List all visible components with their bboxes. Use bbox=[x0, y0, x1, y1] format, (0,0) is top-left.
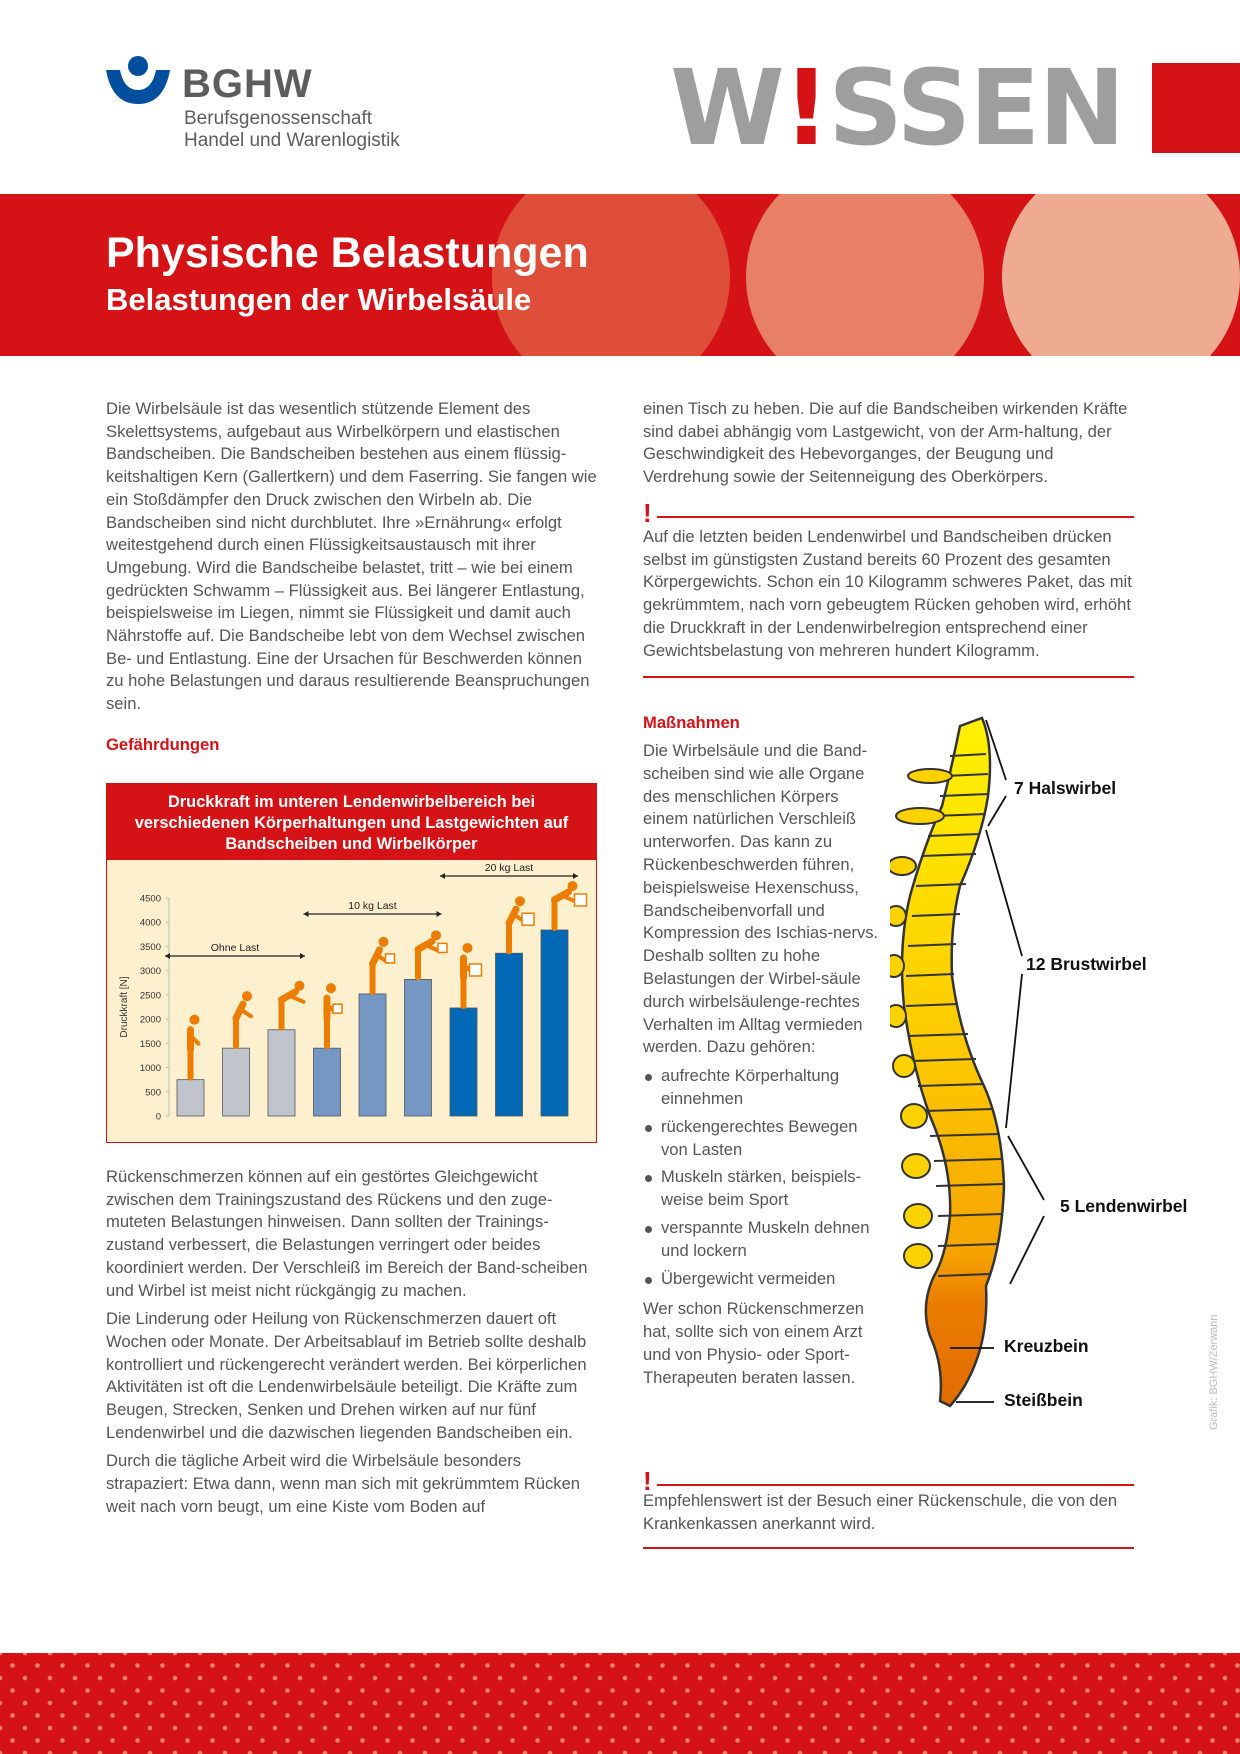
callout-top-rule bbox=[657, 1484, 1134, 1486]
massnahmen-list bbox=[643, 1065, 883, 1290]
y-tick-label: 1500 bbox=[139, 1038, 161, 1050]
logo-subtitle bbox=[184, 108, 400, 152]
logo-name: BGHW bbox=[182, 62, 313, 106]
bar bbox=[496, 953, 523, 1116]
figure-icon bbox=[373, 937, 395, 992]
bar bbox=[359, 994, 386, 1116]
wissen-exclamation: ! bbox=[782, 47, 829, 169]
paragraph-linderung: Die Linderung oder Heilung von Rückenschmerzen dauert oft Wochen oder Monate. Der Arbeitsablauf im Betrieb sollte deshalb kontrolliert und rückengerecht verändert werden. Bei körperlichen Aktivitäten ist oft die Lendenwirbelsäule beteiligt. Die Kräfte zum Beugen, Strecken, Senken und Drehen wirken auf nur fünf Lendenwirbel und die dazwischen liegenden Bandscheiben ein. bbox=[106, 1309, 587, 1442]
logo-subtitle-line2: Handel und Warenlogistik bbox=[184, 130, 400, 151]
y-tick-label: 500 bbox=[145, 1087, 161, 1099]
y-tick-label: 4500 bbox=[139, 893, 161, 905]
arrow-head-right-icon bbox=[437, 911, 442, 917]
y-axis-label: Druckkraft [N] bbox=[119, 976, 130, 1038]
callout-text: Empfehlenswert ist der Besuch einer Rückenschule, die von den Krankenkassen anerkannt wird. bbox=[643, 1491, 1118, 1533]
wissen-ssen: SSEN bbox=[828, 47, 1124, 169]
figure-icon bbox=[509, 896, 534, 951]
figure-icon bbox=[555, 881, 587, 928]
page-subtitle: Belastungen der Wirbelsäule bbox=[106, 282, 532, 317]
spine-illustration bbox=[890, 716, 1220, 1428]
callout-warning-1 bbox=[643, 500, 1134, 680]
logo-subtitle-line1: Berufsgenossenschaft bbox=[184, 108, 373, 129]
page-title: Physische Belastungen bbox=[106, 229, 589, 277]
list-item-text: Muskeln stärken, beispiels-weise beim Sport bbox=[661, 1167, 862, 1210]
label-steissbein: Steißbein bbox=[1004, 1390, 1083, 1410]
list-item bbox=[643, 1268, 883, 1291]
label-halswirbel: 7 Halswirbel bbox=[1014, 778, 1117, 798]
left-column bbox=[106, 398, 602, 756]
bghw-logo-mark-icon bbox=[104, 56, 172, 106]
image-credit: Grafik: BGHW/Zerwann bbox=[1208, 1314, 1220, 1430]
chart-title: Druckkraft im unteren Lendenwirbelbereich bei verschiedenen Körperhaltungen und Lastgewichten auf Bandscheiben und Wirbelkörper bbox=[107, 784, 596, 860]
arrow-head-right-icon bbox=[300, 953, 305, 959]
list-item-text: Übergewicht vermeiden bbox=[661, 1268, 836, 1288]
y-tick-label: 3000 bbox=[139, 966, 161, 978]
exclamation-icon: ! bbox=[643, 1466, 652, 1496]
bullet-icon bbox=[645, 1277, 652, 1284]
group-label: Ohne Last bbox=[210, 942, 260, 954]
exclamation-icon: ! bbox=[643, 498, 652, 528]
callout-bottom-rule bbox=[643, 676, 1134, 678]
chart-svg bbox=[107, 860, 596, 1142]
figure-icon bbox=[190, 1015, 200, 1078]
bullet-icon bbox=[645, 1175, 652, 1182]
massnahmen-outro: Wer schon Rückenschmerzen hat, sollte sich von einem Arzt und von Physio- oder Sport-Therapeuten beraten lassen. bbox=[643, 1299, 865, 1387]
list-item bbox=[643, 1166, 883, 1212]
bar bbox=[314, 1048, 341, 1116]
figure-icon bbox=[236, 991, 252, 1046]
callout-bottom-rule bbox=[643, 1547, 1134, 1549]
arrow-head-left-icon bbox=[440, 873, 445, 879]
paragraph-rueckenschmerzen: Rückenschmerzen können auf ein gestörtes Gleichgewicht zwischen dem Trainingszustand des Rückens und den zuge-muteten Belastungen hinweisen. Dann sollten der Trainings-zustand verbessert, die Belastungen verringert oder beides koordiniert werden. Der Verschleiß im Bereich der Band-scheiben und Wirbel ist meist nicht rückgängig zu machen. bbox=[106, 1167, 588, 1300]
figure-icon bbox=[282, 981, 305, 1028]
y-tick-label: 2000 bbox=[139, 1014, 161, 1026]
y-tick-label: 1000 bbox=[139, 1063, 161, 1075]
chart-druckkraft bbox=[106, 783, 597, 1143]
arrow-head-left-icon bbox=[165, 953, 170, 959]
bullet-icon bbox=[645, 1125, 652, 1132]
massnahmen-intro: Die Wirbelsäule und die Band-scheiben sind wie alle Organe des menschlichen Körpers einem natürlichen Verschleiß unterworfen. Das kann zu Rückenbeschwerden führen, beispielsweise Hexenschuss, Bandscheibenvorfall und Kompression des Ischias-nervs. Deshalb sollten zu hohe Belastungen der Wirbel-säule durch wirbelsäulenge-rechtes Verhalten im Alltag vermieden werden. Dazu gehören: bbox=[643, 741, 879, 1057]
paragraph-tisch: einen Tisch zu heben. Die auf die Bandscheiben wirkenden Kräfte sind dabei abhängig vom Lastgewicht, von der Arm-haltung, der Geschwindigkeit des Hebevorganges, der Beugung und Verdrehung sowie der Seitenneigung des Oberkörpers. bbox=[643, 399, 1128, 487]
callout-text: Auf die letzten beiden Lendenwirbel und Bandscheiben drücken selbst im günstigsten Zustand bereits 60 Prozent des gesamten Körpergewichts. Schon ein 10 Kilogramm schweres Paket, das mit gekrümmtem, nach vorn gebeugtem Rücken gehoben wird, erhöht die Druckkraft in der Lendenwirbelregion entsprechend einer Gewichtsbelastung von mehreren hundert Kilogramm. bbox=[643, 527, 1132, 660]
figure-icon bbox=[418, 930, 447, 977]
bar bbox=[405, 979, 432, 1116]
wissen-logo bbox=[670, 47, 1124, 169]
y-tick-label: 0 bbox=[155, 1111, 161, 1123]
arrow-head-left-icon bbox=[304, 911, 309, 917]
title-banner bbox=[0, 194, 1240, 356]
bullet-icon bbox=[645, 1226, 652, 1233]
spine-icon bbox=[890, 716, 1220, 1428]
right-column-top bbox=[643, 398, 1133, 495]
label-kreuzbein: Kreuzbein bbox=[1004, 1336, 1089, 1356]
list-item bbox=[643, 1116, 883, 1162]
y-tick-label: 3500 bbox=[139, 941, 161, 953]
banner-circle-2 bbox=[746, 194, 984, 356]
list-item bbox=[643, 1065, 883, 1111]
intro-paragraph: Die Wirbelsäule ist das wesentlich stützende Element des Skelettsystems, aufgebaut aus Wirbelkörpern und elastischen Bandscheiben. Die Bandscheiben bestehen aus einem flüssig-keitshaltigen Kern (Gallertkern) und dem Faserring. Sie fangen wie ein Stoßdämpfer den Druck zwischen den Wirbeln ab. Die Bandscheiben sind nicht durchblutet. Ihre »Ernährung« erfolgt weitestgehend durch einen Flüssigkeitsaustausch mit ihrer Umgebung. Wird die Bandscheibe belastet, tritt – wie bei einem gedrückten Schwamm – Flüssigkeit aus. Bei längerer Entlastung, beispielsweise im Liegen, nimmt sie Flüssigkeit und damit auch Nährstoffe auf. Die Bandscheibe lebt von dem Wechsel zwischen Be- und Entlastung. Eine der Ursachen für Beschwerden können zu hohe Belastungen und daraus resultierende Beanspruchungen sein. bbox=[106, 399, 597, 714]
group-label: 20 kg Last bbox=[484, 862, 534, 874]
bar bbox=[541, 930, 568, 1116]
wissen-w: W bbox=[670, 47, 783, 169]
bar bbox=[450, 1008, 477, 1116]
figure-icon bbox=[326, 983, 342, 1046]
heading-gefaehrdungen: Gefährdungen bbox=[106, 734, 220, 754]
bghw-logo bbox=[104, 56, 424, 156]
footer-dotted-band bbox=[0, 1653, 1240, 1754]
paragraph-taegliche-arbeit: Durch die tägliche Arbeit wird die Wirbelsäule besonders strapaziert: Etwa dann, wenn man sich mit gekrümmtem Rücken weit nach vorn beugt, um eine Kiste vom Boden auf bbox=[106, 1451, 581, 1516]
wissen-wordmark bbox=[670, 47, 1124, 169]
list-item-text: aufrechte Körperhaltung einnehmen bbox=[661, 1066, 840, 1108]
group-label: 10 kg Last bbox=[348, 900, 397, 912]
massnahmen-section bbox=[643, 712, 883, 1390]
bar bbox=[223, 1048, 250, 1116]
label-lendenwirbel: 5 Lendenwirbel bbox=[1060, 1196, 1188, 1216]
y-tick-label: 4000 bbox=[139, 917, 161, 929]
banner-circle-3 bbox=[1002, 194, 1240, 356]
list-item-text: rückengerechtes Bewegen von Lasten bbox=[661, 1116, 858, 1159]
arrow-head-right-icon bbox=[573, 873, 578, 879]
list-item-text: verspannte Muskeln dehnen und lockern bbox=[661, 1217, 870, 1260]
wissen-red-block bbox=[1152, 63, 1240, 153]
label-brustwirbel: 12 Brustwirbel bbox=[1026, 954, 1147, 974]
y-tick-label: 2500 bbox=[139, 990, 161, 1002]
bullet-icon bbox=[645, 1074, 652, 1081]
list-item bbox=[643, 1217, 883, 1263]
heading-massnahmen: Maßnahmen bbox=[643, 713, 740, 732]
bar bbox=[268, 1030, 295, 1116]
callout-warning-2 bbox=[643, 1468, 1134, 1558]
figure-icon bbox=[463, 943, 482, 1006]
bar bbox=[177, 1080, 204, 1116]
callout-top-rule bbox=[657, 516, 1134, 518]
left-column-lower bbox=[106, 1166, 602, 1525]
